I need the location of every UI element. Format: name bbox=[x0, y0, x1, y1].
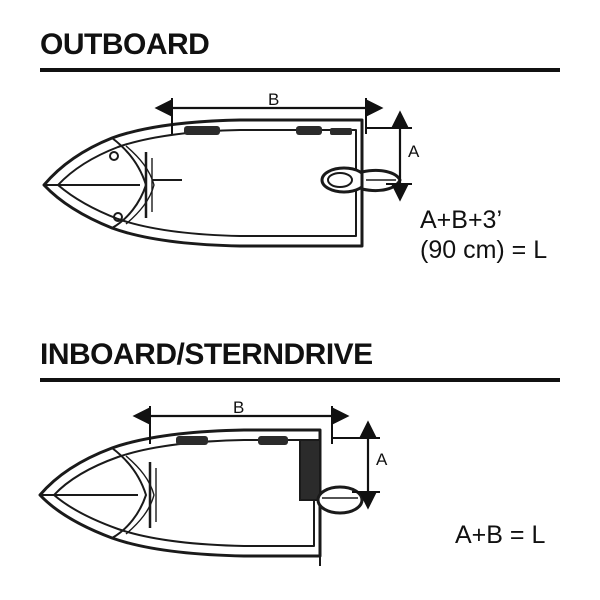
inboard-sterndrive-boat-illustration bbox=[40, 406, 380, 566]
section-heading-outboard: OUTBOARD bbox=[40, 28, 210, 61]
section-heading-inboard-sterndrive: INBOARD/STERNDRIVE bbox=[40, 338, 373, 371]
inboard-outdrive-unit bbox=[318, 487, 362, 513]
inboard-hull-outline bbox=[40, 430, 320, 556]
formula-outboard-line2: (90 cm) = L bbox=[420, 236, 548, 264]
outboard-seat-block-starboard bbox=[296, 126, 322, 135]
outboard-seat-block-port bbox=[184, 126, 220, 135]
inboard-seat-block-starboard bbox=[258, 436, 288, 445]
outboard-hull-outline bbox=[44, 120, 362, 246]
inboard-seat-block-port bbox=[176, 436, 208, 445]
dimension-label-a-outboard: A bbox=[408, 142, 420, 161]
dimension-label-b-outboard: B bbox=[268, 90, 280, 109]
inboard-engine-box bbox=[300, 440, 320, 500]
dimension-label-a-inboard: A bbox=[376, 450, 388, 469]
formula-outboard-line1: A+B+3’ bbox=[420, 206, 503, 234]
outboard-transom-seat-block bbox=[330, 128, 352, 135]
formula-inboard-line1: A+B = L bbox=[455, 521, 546, 549]
outboard-boat-illustration bbox=[44, 98, 412, 246]
dimension-label-b-inboard: B bbox=[233, 398, 245, 417]
